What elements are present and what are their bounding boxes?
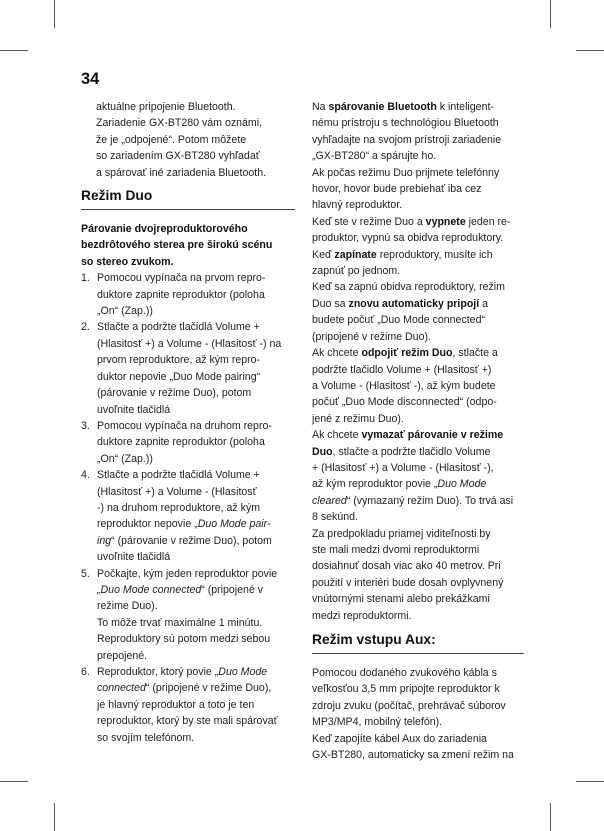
step-number: 5. (81, 567, 90, 580)
step-number: 2. (81, 321, 90, 334)
text-run: Ak chcete (312, 429, 362, 442)
text-line: Pomocou vypínača na prvom repro- (97, 272, 266, 285)
step-number: 6. (81, 666, 90, 678)
text-run: jeden re- (465, 215, 511, 228)
list-item (81, 319, 295, 417)
text-line: prvom reproduktore, až kým repro- (97, 354, 261, 367)
bold-text: znovu automaticky pripojí (348, 297, 480, 310)
text-line: (pripojené v režime Duo). (312, 330, 431, 343)
text-line: hlavný reproduktor. (312, 199, 403, 212)
text-line: Keď sa zapnú obidva reproduktory, režim (312, 281, 505, 294)
crop-mark (54, 0, 55, 28)
text-line (97, 516, 295, 532)
text-line: Ak počas režimu Duo prijmete telefónny (312, 166, 500, 179)
text-line: Stlačte a podržte tlačidlá Volume + (97, 321, 260, 334)
bold-text: vymazať párovanie v režime (361, 429, 504, 442)
text-line: Zariadenie GX-BT280 vám oznámi, (96, 117, 263, 130)
text-line (312, 345, 524, 361)
text-line: je hlavný reproduktor a toto je ten (97, 698, 255, 711)
text-line: režime Duo). (97, 600, 158, 613)
text-run: až kým reproduktor povie „ (312, 478, 438, 491)
text-line: -) na druhom reproduktore, až kým (97, 501, 261, 514)
text-line: zdroju zvuku (počítač, prehrávač súborov (312, 699, 506, 712)
text-line (312, 427, 524, 443)
text-run: k inteligent- (436, 101, 494, 113)
text-line: medzi reproduktormi. (312, 609, 412, 622)
text-line (97, 680, 295, 696)
left-column (81, 99, 295, 746)
text-line (312, 493, 524, 509)
text-line: duktor nepovie „Duo Mode pairing“ (97, 370, 261, 383)
text-line: Počkajte, kým jeden reproduktor povie (97, 567, 278, 580)
list-item (81, 270, 295, 319)
text-run: reproduktory, musíte ich (376, 248, 493, 261)
text-line: aktuálne pripojenie Bluetooth. (96, 101, 236, 113)
step-number: 4. (81, 469, 90, 482)
text-line: duktore zapnite reproduktor (poloha (97, 288, 265, 301)
right-column (312, 99, 524, 763)
text-line: so svojím telefónom. (97, 731, 195, 744)
text-line: uvoľnite tlačidlá (97, 551, 171, 564)
text-run: “ (pripojené v (201, 583, 264, 596)
text-line: že je „odpojené“. Potom môžete (96, 133, 247, 146)
bold-text: spárovanie Bluetooth (328, 101, 437, 113)
text-line (97, 664, 295, 680)
text-line: budete počuť „Duo Mode connected“ (312, 314, 485, 327)
italic-text: Duo Mode (437, 478, 487, 491)
text-line: a spárovať iné zariadenia Bluetooth. (96, 166, 267, 179)
text-line: dosiahnuť dosah viac ako 40 metrov. Pri (312, 560, 501, 573)
text-line: a Volume - (Hlasitosť -), až kým budete (312, 379, 496, 392)
text-line: „GX-BT280“ a spárujte ho. (312, 150, 437, 163)
italic-text: cleared (312, 494, 347, 507)
text-line: vyhľadajte na svojom prístroji zariadenie (312, 133, 502, 146)
text-line (97, 582, 295, 598)
text-run: Reproduktor, ktorý povie „ (97, 666, 219, 678)
text-run: Na (312, 101, 329, 113)
text-line: Párovanie dvojreproduktorového (81, 223, 248, 236)
text-line: Pomocou vypínača na druhom repro- (97, 419, 272, 432)
list-item (81, 664, 295, 746)
text-line: reproduktor, ktorý by ste mali spárovať (97, 715, 278, 728)
text-line (97, 533, 295, 549)
text-run: “ (pripojené v režime Duo), (145, 682, 272, 695)
text-line: so stereo zvukom. (81, 255, 174, 268)
text-run: reproduktor nepovie „ (97, 518, 198, 531)
text-run: “ (vymazaný režim Duo). To trvá asi (346, 494, 514, 507)
continued-paragraph (81, 99, 295, 181)
text-run: Duo sa (312, 297, 349, 310)
text-line: použití v interiéri bude dosah ovplyvnený (312, 576, 504, 589)
text-line (312, 296, 524, 312)
list-item (81, 467, 295, 565)
italic-text: ing (97, 534, 112, 547)
text-line: Pomocou dodaného zvukového kábla s (312, 667, 497, 679)
text-line: (Hlasitosť +) a Volume - (Hlasitosť (97, 485, 257, 498)
text-line: produktor, vypnú sa obidva reproduktory. (312, 232, 504, 245)
text-run: Keď ste v režime Duo a (312, 215, 426, 228)
text-line: „On“ (Zap.)) (97, 305, 153, 318)
bold-text: zapínate (334, 248, 377, 261)
list-item (81, 418, 295, 467)
text-line: hovor, hovor bude prebiehať iba cez (312, 183, 482, 196)
text-run: Keď (312, 248, 335, 261)
list-item (81, 566, 295, 664)
text-line: + (Hlasitosť +) a Volume - (Hlasitosť -), (312, 461, 494, 474)
text-line (312, 214, 524, 230)
text-run: , stlačte a (452, 347, 498, 360)
text-line: Stlačte a podržte tlačidlá Volume + (97, 469, 260, 482)
text-line: zapnúť po jednom. (312, 265, 401, 278)
italic-text: Duo Mode pair- (197, 518, 271, 531)
italic-text: Duo Mode (218, 666, 268, 678)
text-line (312, 99, 524, 115)
page-number: 34 (81, 70, 100, 88)
duo-intro (81, 221, 295, 270)
text-line: „On“ (Zap.)) (97, 452, 153, 465)
text-line: podržte tlačidlo Volume + (Hlasitosť +) (312, 363, 492, 376)
text-line: ste mali medzi dvomi reproduktormi (312, 543, 480, 556)
crop-mark (550, 803, 551, 831)
text-line: duktore zapnite reproduktor (poloha (97, 436, 265, 449)
crop-mark (0, 781, 28, 782)
text-line: Keď zapojíte kábel Aux do zariadenia (312, 732, 487, 745)
crop-mark (550, 0, 551, 28)
text-run: Ak chcete (312, 347, 362, 360)
crop-mark (0, 50, 28, 51)
text-line: GX-BT280, automaticky sa zmení režim na (312, 749, 514, 762)
text-line (312, 247, 524, 263)
duo-mode-heading: Režim Duo (81, 186, 295, 210)
aux-mode-heading: Režim vstupu Aux: (312, 630, 524, 654)
italic-text: connected (97, 682, 146, 695)
text-line: Reproduktory sú potom medzi sebou (97, 633, 271, 646)
text-line: (párovanie v režime Duo), potom (97, 387, 252, 400)
text-line: To môže trvať maximálne 1 minútu. (97, 616, 263, 629)
text-line: uvoľnite tlačidlá (97, 403, 171, 416)
crop-mark (54, 803, 55, 831)
text-line: vnútornými stenami alebo prekážkami (312, 593, 490, 606)
bold-text: Duo (312, 445, 333, 458)
text-line: jené z režimu Duo). (312, 412, 404, 425)
text-line (312, 476, 524, 492)
text-line: so zariadením GX-BT280 vyhľadať (96, 150, 260, 163)
text-line: počuť „Duo Mode disconnected“ (odpo- (312, 396, 497, 409)
text-line: veľkosťou 3,5 mm pripojte reproduktor k (312, 683, 500, 696)
step-number: 1. (81, 272, 90, 285)
text-line: nému prístroju s technológiou Bluetooth (312, 117, 499, 130)
text-line: Za predpokladu priamej viditeľnosti by (312, 527, 491, 540)
step-number: 3. (81, 419, 90, 432)
bold-text: vypnete (425, 215, 466, 228)
crop-mark (576, 781, 604, 782)
text-line: 8 sekúnd. (312, 511, 358, 524)
text-line: bezdrôtového sterea pre širokú scénu (81, 239, 273, 252)
italic-text: „Duo Mode connected (97, 583, 202, 596)
crop-mark (576, 50, 604, 51)
text-line: MP3/MP4, mobilný telefón). (312, 716, 443, 729)
bold-text: odpojiť režim Duo (361, 347, 453, 360)
text-run: , stlačte a podržte tlačidlo Volume (332, 445, 491, 458)
text-run: “ (párovanie v režime Duo), potom (111, 534, 272, 547)
text-line: (Hlasitosť +) a Volume - (Hlasitosť -) na (97, 337, 282, 350)
text-line: prepojené. (97, 649, 148, 662)
duo-steps-list (81, 270, 295, 746)
text-line (312, 444, 524, 460)
text-run: a (479, 297, 489, 310)
